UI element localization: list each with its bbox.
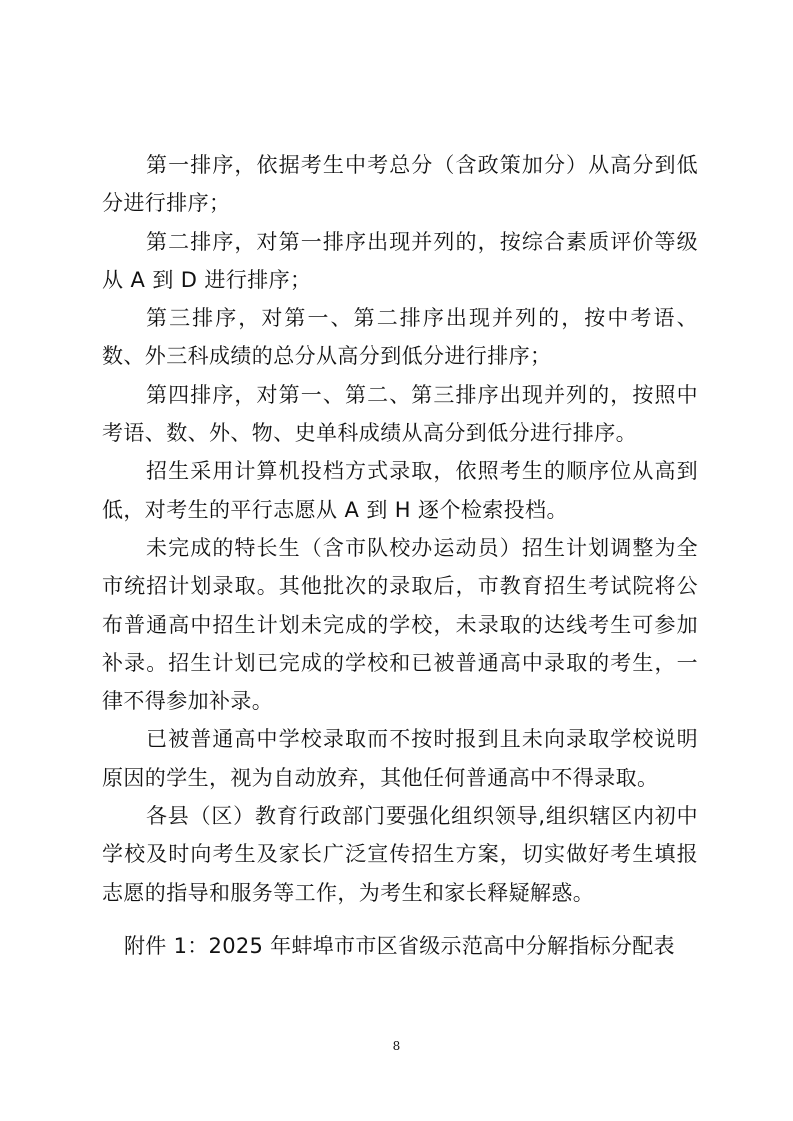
paragraph-computer-admission: 招生采用计算机投档方式录取，依照考生的顺序位从高到低，对考生的平行志愿从 A 到 H 逐个检索投档。	[102, 459, 698, 522]
paragraph-registration-rule: 已被普通高中学校录取而不按时报到且未向录取学校说明原因的学生，视为自动放弃，其他任何普通高中不得录取。	[102, 727, 698, 790]
paragraph-third-sort: 第三排序，对第一、第二排序出现并列的，按中考语、数、外三科成绩的总分从高分到低分进行排序；	[102, 306, 698, 369]
document-body	[102, 146, 698, 912]
attachment-title: 附件 1：2025 年蚌埠市市区省级示范高中分解指标分配表	[124, 934, 675, 958]
paragraph-county-guidance: 各县（区）教育行政部门要强化组织领导,组织辖区内初中学校及时向考生及家长广泛宣传招生方案，切实做好考生填报志愿的指导和服务等工作，为考生和家长释疑解惑。	[102, 804, 698, 905]
paragraph-supplementary-admission: 未完成的特长生（含市队校办运动员）招生计划调整为全市统招计划录取。其他批次的录取后，市教育招生考试院将公布普通高中招生计划未完成的学校，未录取的达线考生可参加补录。招生计划已完成的学校和已被普通高中录取的考生，一律不得参加补录。	[102, 535, 698, 714]
paragraph-first-sort: 第一排序，依据考生中考总分（含政策加分）从高分到低分进行排序；	[102, 153, 698, 216]
page-number: 8	[392, 1039, 401, 1053]
paragraph-fourth-sort: 第四排序，对第一、第二、第三排序出现并列的，按照中考语、数、外、物、史单科成绩从高分到低分进行排序。	[102, 382, 698, 446]
paragraph-second-sort: 第二排序，对第一排序出现并列的，按综合素质评价等级从 A 到 D 进行排序；	[102, 229, 698, 292]
